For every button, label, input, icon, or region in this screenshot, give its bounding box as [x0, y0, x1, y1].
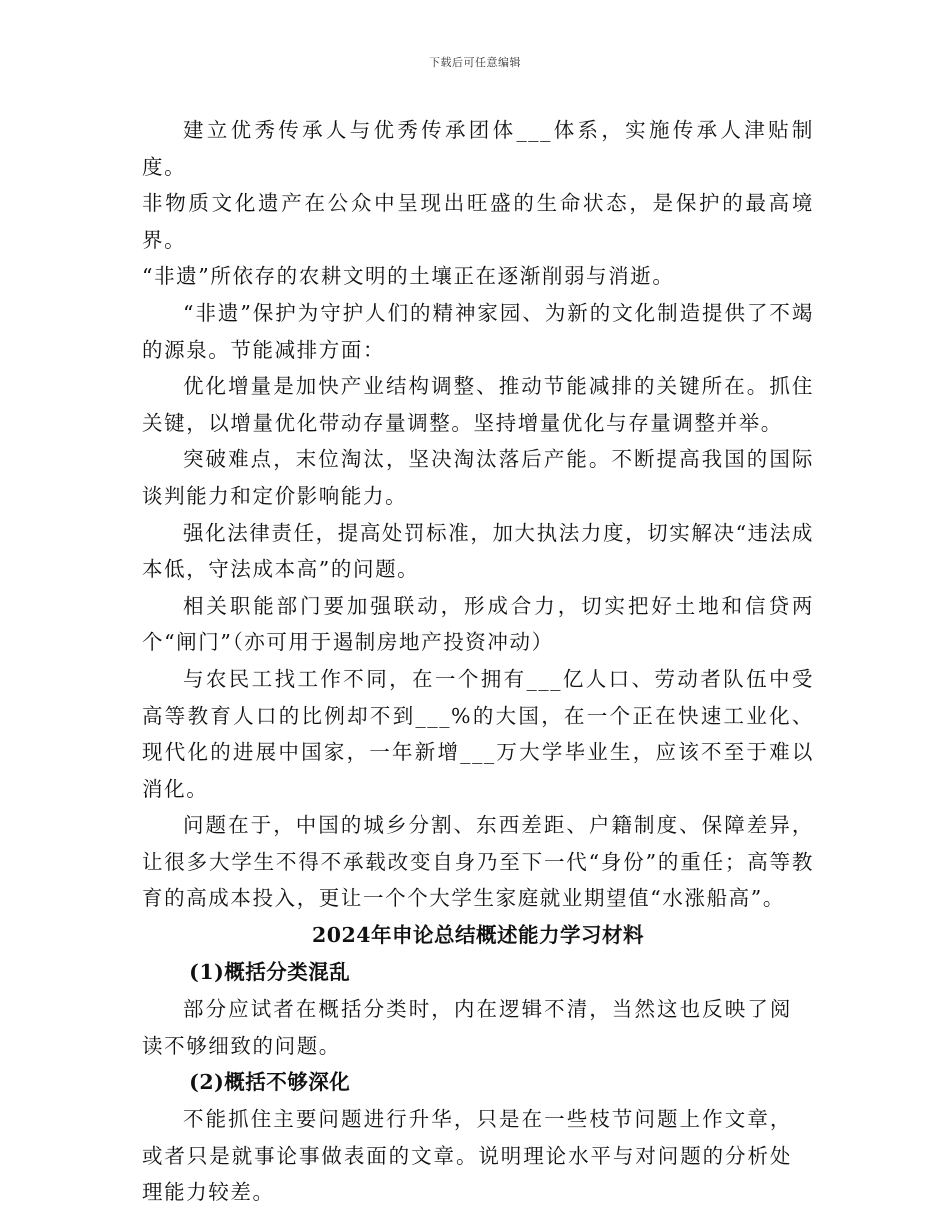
paragraph-2: 非物质文化遗产在公众中呈现出旺盛的生命状态，是保护的最高境界。: [142, 191, 814, 252]
paragraph-3: “非遗”所依存的农耕文明的土壤正在逐渐削弱与消逝。: [142, 264, 675, 289]
section-item-1: [142, 991, 814, 1064]
section-item-2-text: 不能抓住主要问题进行升华，只是在一些枝节问题上作文章，或者只是就事论事做表面的文章。说明理论水平与对问题的分析处理能力较差。: [142, 1107, 792, 1205]
document-body: [142, 112, 814, 1211]
paragraph-4: “非遗”保护为守护人们的精神家园、为新的文化制造提供了不竭的源泉。节能减排方面：: [142, 300, 814, 362]
subheading-1: (1)概括分类混乱: [189, 960, 351, 985]
paragraph-7: 强化法律责任，提高处罚标准，加大执法力度，切实解决“违法成本低，守法成本高”的问题。: [142, 520, 814, 582]
paragraph-1: 建立优秀传承人与优秀传承团体___体系，实施传承人津贴制度。: [142, 118, 814, 179]
page-header-note: 下载后可任意编辑: [429, 56, 521, 69]
paragraph-6: 突破难点，末位淘汰，坚决淘汰落后产能。不断提高我国的国际谈判能力和定价影响能力。: [142, 447, 814, 508]
paragraph-5: 优化增量是加快产业结构调整、推动节能减排的关键所在。抓住关键，以增量优化带动存量调整。坚持增量优化与存量调整并举。: [142, 374, 814, 435]
section-item-2: [142, 1101, 814, 1211]
paragraph-9: 与农民工找工作不同，在一个拥有___亿人口、劳动者队伍中受高等教育人口的比例却不到___%的大国，在一个正在快速工业化、现代化的进展中国家，一年新增___万大学毕业生，应该不至于难以消化。: [142, 666, 814, 801]
paragraph-10: 问题在于，中国的城乡分割、东西差距、户籍制度、保障差异，让很多大学生不得不承载改变自身乃至下一代“身份”的重任；高等教育的高成本投入，更让一个个大学生家庭就业期望值“水涨船高”。: [142, 813, 814, 911]
subheading-2: (2)概括不够深化: [189, 1070, 351, 1095]
paragraph-8: 相关职能部门要加强联动，形成合力，切实把好土地和信贷两个“闸门”（亦可用于遏制房地产投资冲动）: [142, 593, 814, 655]
section-title: 2024年申论总结概述能力学习材料: [311, 923, 645, 948]
section-item-1-text: 部分应试者在概括分类时，内在逻辑不清，当然这也反映了阅读不够细致的问题。: [142, 997, 792, 1058]
